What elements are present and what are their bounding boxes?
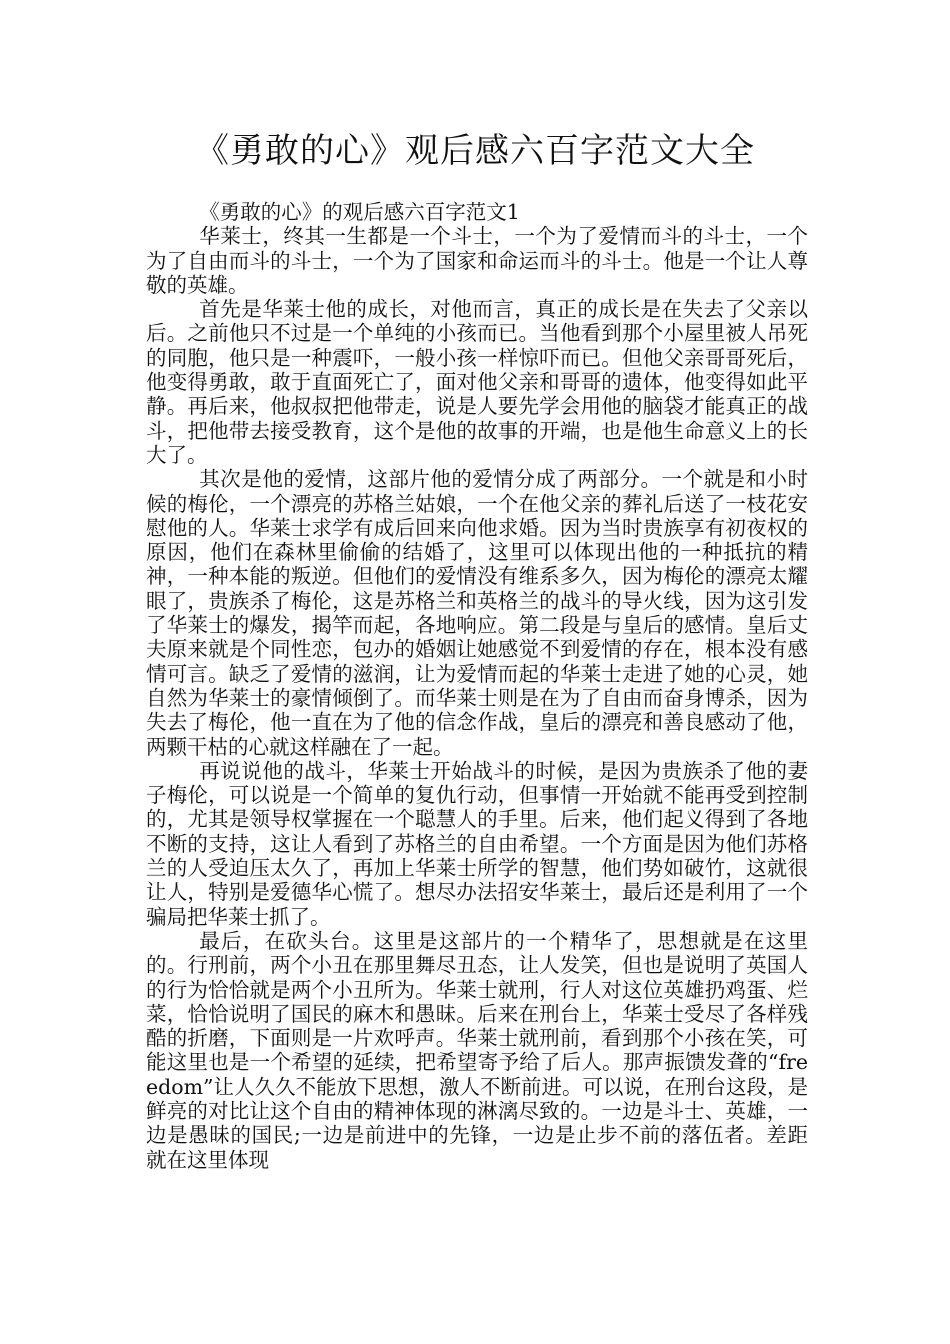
paragraph-3: 其次是他的爱情，这部片他的爱情分成了两部分。一个就是和小时候的梅伦，一个漂亮的苏格兰姑娘，一个在他父亲的葬礼后送了一枝花安慰他的人。华莱士求学有成后回来向他求婚。因为当时贵族享有初夜权的原因，他们在森林里偷偷的结婚了，这里可以体现出他的一种抵抗的精神，一种本能的叛逆。但他们的爱情没有维系多久，因为梅伦的漂亮太耀眼了，贵族杀了梅伦，这是苏格兰和英格兰的战斗的导火线，因为这引发了华莱士的爆发，揭竿而起，各地响应。第二段是与皇后的感情。皇后丈夫原来就是个同性恋，包办的婚姻让她感觉不到爱情的存在，根本没有感情可言。缺乏了爱情的滋润，让为爱情而起的华莱士走进了她的心灵，她自然为华莱士的豪情倾倒了。而华莱士则是在为了自由而奋身博杀，因为失去了梅伦，他一直在为了他的信念作战，皇后的漂亮和善良感动了他，两颗干枯的心就这样融在了一起。 xyxy=(146,467,808,759)
document-title: 《勇敢的心》观后感六百字范文大全 xyxy=(195,131,755,171)
paragraph-4: 再说说他的战斗，华莱士开始战斗的时候，是因为贵族杀了他的妻子梅伦，可以说是一个简单的复仇行动，但事情一开始就不能再受到控制的，尤其是领导权掌握在一个聪慧人的手里。后来，他们起义得到了各地不断的支持，这让人看到了苏格兰的自由希望。一个方面是因为他们苏格兰的人受迫压太久了，再加上华莱士所学的智慧，他们势如破竹，这就很让人，特别是爱德华心慌了。想尽办法招安华莱士，最后还是利用了一个骗局把华莱士抓了。 xyxy=(146,758,808,929)
paragraph-5: 最后，在砍头台。这里是这部片的一个精华了，思想就是在这里的。行刑前，两个小丑在那里舞尽丑态，让人发笑，但也是说明了英国人的行为恰恰就是两个小丑所为。华莱士就刑，行人对这位英雄扔鸡蛋、烂菜，恰恰说明了国民的麻木和愚昧。后来在刑台上，华莱士受尽了各样残酷的折磨，下面则是一片欢呼声。华莱士就刑前，看到那个小孩在笑，可能这里也是一个希望的延续，把希望寄予给了后人。那声振馈发聋的“freedom”让人久久不能放下思想，激人不断前进。可以说，在刑台这段，是鲜亮的对比让这个自由的精神体现的淋漓尽致的。一边是斗士、英雄，一边是愚昧的国民;一边是前进中的先锋，一边是止步不前的落伍者。差距就在这里体现 xyxy=(146,928,809,1172)
document-body xyxy=(146,200,808,1172)
paragraph-2: 首先是华莱士他的成长，对他而言，真正的成长是在失去了父亲以后。之前他只不过是一个单纯的小孩而已。当他看到那个小屋里被人吊死的同胞，他只是一种震吓，一般小孩一样惊吓而已。但他父亲哥哥死后，他变得勇敢，敢于直面死亡了，面对他父亲和哥哥的遗体，他变得如此平静。再后来，他叔叔把他带走，说是人要先学会用他的脑袋才能真正的战斗，把他带去接受教育，这个是他的故事的开端，也是他生命意义上的长大了。 xyxy=(146,297,808,467)
paragraph-1: 华莱士，终其一生都是一个斗士，一个为了爱情而斗的斗士，一个为了自由而斗的斗士，一个为了国家和命运而斗的斗士。他是一个让人尊敬的英雄。 xyxy=(146,224,808,297)
document-subtitle: 《勇敢的心》的观后感六百字范文1 xyxy=(199,200,520,224)
